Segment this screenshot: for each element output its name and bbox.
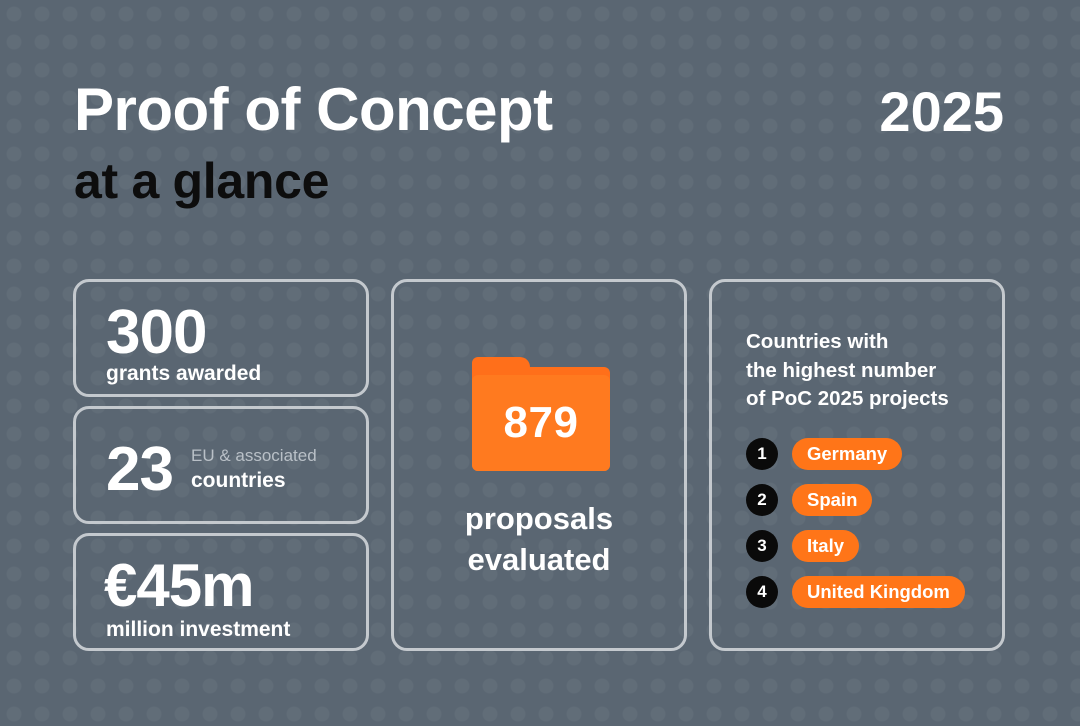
- countries-card: [73, 406, 369, 524]
- grants-number: 300: [106, 298, 207, 367]
- ranking-card: [709, 279, 1005, 651]
- proposals-label-line1: proposals: [464, 501, 614, 536]
- rank-badge: 1: [746, 438, 778, 470]
- page-title: Proof of Concept: [74, 76, 553, 143]
- folder-icon: [472, 357, 610, 471]
- ranking-item-4: [746, 576, 965, 608]
- countries-label: countries: [191, 469, 286, 492]
- rank-badge: 3: [746, 530, 778, 562]
- proposals-card: [391, 279, 687, 651]
- countries-muted-label: EU & associated: [191, 446, 317, 465]
- country-pill: Germany: [792, 438, 902, 470]
- rank-badge: 4: [746, 576, 778, 608]
- countries-number: 23: [106, 435, 173, 504]
- country-pill: United Kingdom: [792, 576, 965, 608]
- folder-front: [472, 375, 610, 471]
- ranking-title-line2: the highest number: [746, 358, 937, 382]
- rank-badge: 2: [746, 484, 778, 516]
- proposals-label: [394, 498, 684, 580]
- country-pill: Spain: [792, 484, 872, 516]
- page-subtitle: at a glance: [74, 153, 330, 209]
- proposals-number: 879: [503, 398, 579, 447]
- investment-label: million investment: [106, 618, 291, 641]
- proposals-label-line2: evaluated: [467, 542, 611, 577]
- year-label: 2025: [879, 80, 1004, 143]
- ranking-item-2: [746, 484, 872, 516]
- ranking-item-1: [746, 438, 902, 470]
- grants-card: [73, 279, 369, 397]
- ranking-title: [746, 328, 949, 414]
- investment-card: [73, 533, 369, 651]
- ranking-title-line1: Countries with: [746, 330, 889, 353]
- country-pill: Italy: [792, 530, 859, 562]
- ranking-title-line3: of PoC 2025 projects: [746, 387, 949, 410]
- grants-label: grants awarded: [106, 362, 262, 385]
- investment-number: €45m: [104, 552, 254, 619]
- ranking-item-3: [746, 530, 859, 562]
